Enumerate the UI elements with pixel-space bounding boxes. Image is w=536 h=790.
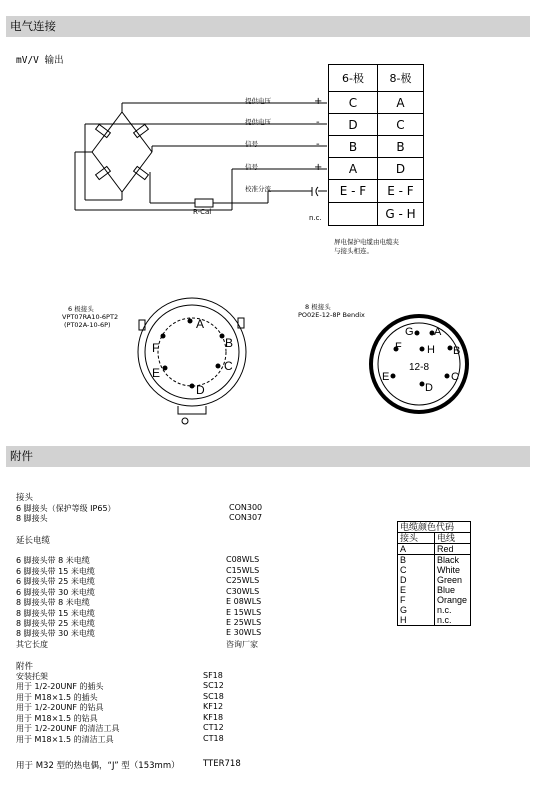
- pin-label-d: D: [425, 382, 433, 394]
- eight-pin-part: PO02E-12-8P Bendix: [298, 311, 365, 319]
- misc-item-name: 用于 1/2-20UNF 的插头: [16, 682, 104, 691]
- pin-cell: D: [378, 158, 424, 180]
- sign-supply-minus: -: [316, 117, 320, 128]
- cable-item-code: E 30WLS: [226, 628, 262, 637]
- cable-item-name: 6 脚接头带 15 米电缆: [16, 567, 95, 576]
- thermocouple-code: TTER718: [203, 759, 241, 769]
- pin-row: [329, 158, 424, 180]
- pin-row: [329, 92, 424, 114]
- color-pin: D: [398, 575, 435, 585]
- cable-item-code: 咨询厂家: [226, 640, 258, 649]
- six-pin-title: 6 极接头: [68, 305, 94, 313]
- six-pin-connector: [130, 290, 255, 430]
- color-pin: B: [398, 555, 435, 566]
- pin-label-g: G: [405, 326, 414, 338]
- misc-title: 附件: [16, 662, 34, 672]
- pin-dot-d: [420, 382, 425, 387]
- color-pin: A: [398, 544, 435, 555]
- cable-item-code: E 25WLS: [226, 618, 262, 627]
- pin-label-b: B: [225, 336, 234, 350]
- pin-cell: C: [329, 92, 378, 114]
- shield-note-2: 与接头相连。: [334, 247, 373, 255]
- color-pin: E: [398, 585, 435, 595]
- pin-cell: B: [329, 136, 378, 158]
- cable-item-code: E 15WLS: [226, 608, 262, 617]
- misc-item-code: SC18: [203, 692, 224, 701]
- misc-item-name: 用于 M18×1.5 的插头: [16, 693, 98, 702]
- pin-dot-g: [415, 331, 420, 336]
- connector-lug-left: [139, 320, 145, 330]
- color-pin: H: [398, 615, 435, 626]
- color-wire: Blue: [435, 585, 471, 595]
- misc-item-code: SC12: [203, 681, 224, 690]
- pin-label-h: H: [427, 344, 435, 356]
- cable-item-name: 8 脚接头带 25 米电缆: [16, 619, 95, 628]
- output-label: mV/V 输出: [16, 55, 64, 66]
- bridge-resistor-3: [96, 166, 111, 179]
- bridge-diagram: [0, 60, 330, 220]
- bridge-arm-4: [122, 152, 152, 192]
- eight-pin-title: 8 极接头: [305, 303, 331, 311]
- pin-cell: D: [329, 114, 378, 136]
- color-wire: Orange: [435, 595, 471, 605]
- misc-item-name: 用于 1/2-20UNF 的清洁工具: [16, 724, 120, 733]
- pin-label-f: F: [152, 341, 160, 355]
- cable-item-code: E 08WLS: [226, 597, 262, 606]
- six-pin-alt: (PT02A-10-6P): [64, 321, 111, 329]
- misc-item-code: CT18: [203, 734, 224, 743]
- pin-cell: E - F: [329, 180, 378, 203]
- pin-label-a: A: [196, 317, 205, 331]
- pin-cell: C: [378, 114, 424, 136]
- pin-label-c: C: [224, 359, 233, 373]
- pin-label-a: A: [434, 326, 442, 338]
- color-pin: C: [398, 565, 435, 575]
- pin-dot-d: [190, 384, 195, 389]
- thermocouple-name: 用于 M32 型的热电偶，“J” 型（153mm）: [16, 761, 180, 771]
- connector-item-code: CON300: [229, 503, 263, 512]
- cable-item-code: C30WLS: [226, 587, 260, 596]
- pin-label-d: D: [196, 383, 205, 397]
- misc-item-name: 用于 M18×1.5 的钻具: [16, 714, 98, 723]
- connector-key: [178, 406, 206, 414]
- label-signal-plus: 信号: [245, 163, 258, 171]
- bridge-resistor-1: [96, 124, 111, 137]
- label-supply-plus: 提供电压: [245, 97, 271, 105]
- label-signal-minus: 信号: [245, 140, 258, 148]
- pin-table-header-8: 8-极: [378, 65, 424, 92]
- color-table-title: 电缆颜色代码: [398, 522, 471, 533]
- color-wire: Red: [435, 544, 471, 555]
- pin-dot-c: [445, 374, 450, 379]
- connector-lug-right: [238, 318, 244, 328]
- sign-signal-plus: +: [314, 162, 323, 173]
- color-wire: n.c.: [435, 615, 471, 626]
- nc-label: n.c.: [309, 214, 322, 222]
- pin-dot-f: [161, 334, 166, 339]
- connector-screw: [182, 418, 188, 424]
- connector-item-name: 8 脚接头: [16, 514, 48, 523]
- pin-dot-a: [188, 319, 193, 324]
- six-pin-part: VPT07RA10-6PT2: [62, 313, 119, 321]
- connector-item-code: CON307: [229, 513, 263, 522]
- shield-note-1: 屏电保护电缆由电缆夹: [334, 238, 399, 246]
- cable-item-name: 6 脚接头带 30 米电缆: [16, 588, 95, 597]
- pin-cell: E - F: [378, 180, 424, 203]
- misc-item-name: 用于 1/2-20UNF 的钻具: [16, 703, 104, 712]
- cable-color-table: [397, 521, 471, 626]
- misc-item-name: 用于 M18×1.5 的清洁工具: [16, 735, 114, 744]
- label-calibration: 校准分流: [245, 185, 271, 193]
- connector-item-name: 6 脚接头（保护等级 IP65）: [16, 504, 116, 513]
- misc-item-code: KF12: [203, 702, 224, 711]
- bridge-arm-2: [122, 112, 152, 152]
- pin-table-header: [329, 65, 424, 92]
- cable-item-name: 8 脚接头带 15 米电缆: [16, 609, 95, 618]
- rcal-resistor: [195, 199, 213, 207]
- misc-item-code: KF18: [203, 713, 224, 722]
- switch-arc: [316, 187, 318, 196]
- color-pin: F: [398, 595, 435, 605]
- bridge-resistor-2: [134, 124, 149, 137]
- pin-row: [329, 114, 424, 136]
- misc-item-code: CT12: [203, 723, 224, 732]
- pin-cell: A: [378, 92, 424, 114]
- connector-pin-circle: [158, 318, 226, 386]
- pin-cell: A: [329, 158, 378, 180]
- cables-title: 延长电缆: [16, 536, 51, 546]
- bridge-resistor-4: [134, 166, 149, 179]
- pin-label-c: C: [451, 371, 459, 383]
- color-wire: Black: [435, 555, 471, 566]
- cable-item-name: 6 脚接头带 8 米电缆: [16, 556, 90, 565]
- cable-item-code: C25WLS: [226, 576, 260, 585]
- pin-dot-b: [448, 346, 453, 351]
- pin-dot-b: [220, 334, 225, 339]
- section-header-accessories: 附件: [6, 446, 530, 467]
- pin-dot-c: [216, 364, 221, 369]
- pin-row: [329, 136, 424, 158]
- label-supply-minus: 提供电压: [245, 118, 271, 126]
- pin-row: [329, 203, 424, 226]
- section-header-connection: 电气连接: [6, 16, 530, 37]
- misc-item-code: SF18: [203, 671, 223, 680]
- color-table-header-pin: 接头: [398, 533, 435, 544]
- bridge-arm-1: [92, 112, 122, 152]
- cable-item-name: 6 脚接头带 25 米电缆: [16, 577, 95, 586]
- pin-label-f: F: [395, 341, 402, 353]
- eight-pin-connector: [365, 312, 475, 417]
- color-pin: G: [398, 605, 435, 615]
- rcal-label: R-Cal: [193, 208, 212, 216]
- pin-cell: B: [378, 136, 424, 158]
- color-table-header-wire: 电线: [435, 533, 471, 544]
- pin-table: [328, 64, 424, 226]
- color-wire: White: [435, 565, 471, 575]
- cable-item-code: C08WLS: [226, 555, 260, 564]
- sign-signal-minus: -: [316, 139, 320, 150]
- center-label: 12-8: [409, 362, 430, 373]
- color-wire: Green: [435, 575, 471, 585]
- pin-label-b: B: [453, 345, 461, 357]
- pin-label-e: E: [152, 366, 161, 380]
- cable-item-name: 8 脚接头带 30 米电缆: [16, 629, 95, 638]
- pin-label-e: E: [382, 371, 390, 383]
- pin-dot-h: [420, 347, 425, 352]
- cable-item-code: C15WLS: [226, 566, 260, 575]
- pin-dot-e: [163, 366, 168, 371]
- cable-item-name: 8 脚接头带 8 米电缆: [16, 598, 90, 607]
- pin-cell: G - H: [378, 203, 424, 226]
- sign-supply-plus: +: [314, 96, 323, 107]
- connectors-title: 接头: [16, 493, 34, 503]
- cable-item-name: 其它长度: [16, 640, 48, 649]
- pin-dot-e: [391, 374, 396, 379]
- pin-row: [329, 180, 424, 203]
- misc-item-name: 安装托架: [16, 672, 48, 681]
- bridge-arm-3: [92, 152, 122, 192]
- color-wire: n.c.: [435, 605, 471, 615]
- pin-cell: [329, 203, 378, 226]
- pin-table-header-6: 6-极: [329, 65, 378, 92]
